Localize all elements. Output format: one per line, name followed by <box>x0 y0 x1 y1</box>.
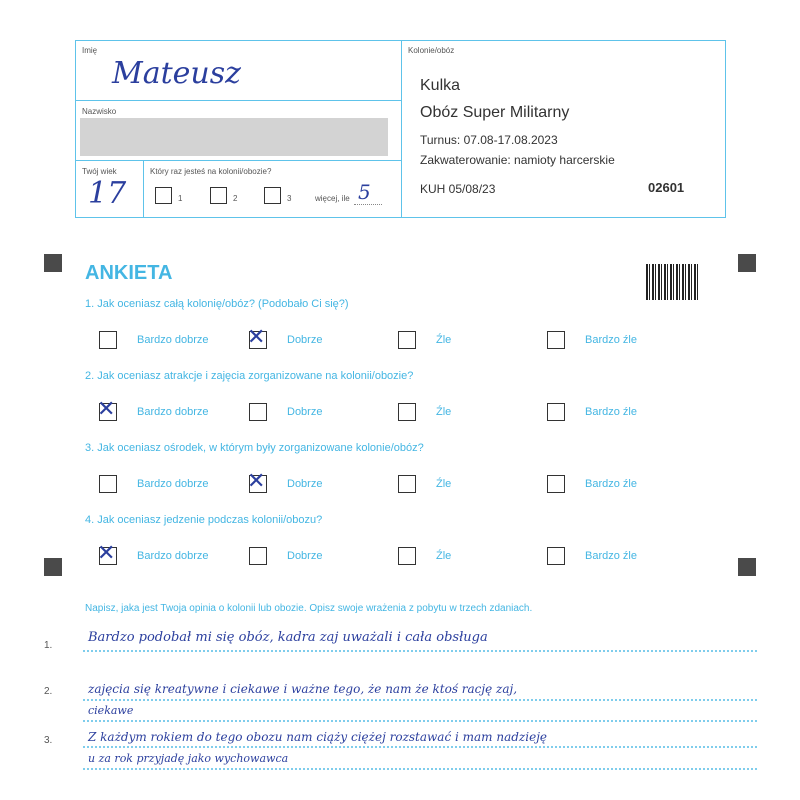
question-4-option-4-label: Bardzo źle <box>585 550 637 562</box>
barcode <box>646 264 700 300</box>
ktory-raz-label: Który raz jesteś na kolonii/obozie? <box>150 167 272 176</box>
answer-line-1 <box>83 650 757 652</box>
question-1-option-1-checkbox[interactable] <box>99 331 117 349</box>
question-3-option-3-checkbox[interactable] <box>398 475 416 493</box>
question-2-option-2-label: Dobrze <box>287 406 323 418</box>
check-mark-icon: ✕ <box>97 397 116 422</box>
answer-line-3b <box>83 768 757 770</box>
header-line-3 <box>143 160 144 218</box>
question-2-option-1-checkbox[interactable] <box>97 397 117 422</box>
imie-label: Imię <box>82 46 98 55</box>
wiecej-underline <box>354 204 382 205</box>
question-2-option-4-label: Bardzo źle <box>585 406 637 418</box>
nazwisko-label: Nazwisko <box>82 107 117 116</box>
form-number: 02601 <box>648 180 685 195</box>
question-2-text: 2. Jak oceniasz atrakcje i zajęcia zorganizowane na kolonii/obozie? <box>85 370 414 382</box>
check-mark-icon: ✕ <box>247 469 266 494</box>
times-option-3-label: 3 <box>287 194 292 203</box>
registration-marker-top-left <box>44 254 62 272</box>
question-4-option-2-label: Dobrze <box>287 550 323 562</box>
answer-line-3 <box>83 746 757 748</box>
registration-marker-top-right <box>738 254 756 272</box>
question-4-option-3-checkbox[interactable] <box>398 547 416 565</box>
question-1-text: 1. Jak oceniasz całą kolonię/obóz? (Podobało Ci się?) <box>85 298 349 310</box>
wiecej-value: 5 <box>358 180 371 204</box>
header-line-2 <box>75 160 401 161</box>
redacted-surname <box>80 118 388 156</box>
handwritten-line-3b: u za rok przyjadę jako wychowawca <box>88 752 289 765</box>
header-divider <box>401 40 402 218</box>
opinion-prompt: Napisz, jaka jest Twoja opinia o kolonii lub obozie. Opisz swoje wrażenia z pobytu w trzech zdaniach. <box>85 603 533 614</box>
question-1-option-2-checkbox[interactable] <box>247 325 267 350</box>
header-line-1 <box>75 100 401 101</box>
question-3-option-4-label: Bardzo źle <box>585 478 637 490</box>
answer-line-2 <box>83 699 757 701</box>
turnus: Turnus: 07.08-17.08.2023 <box>420 133 558 147</box>
answer-line-2b <box>83 720 757 722</box>
camp-name-2: Obóz Super Militarny <box>420 104 570 121</box>
check-mark-icon: ✕ <box>97 541 116 566</box>
question-3-option-1-label: Bardzo dobrze <box>137 478 209 490</box>
question-1-option-1-label: Bardzo dobrze <box>137 334 209 346</box>
imie-value: Mateusz <box>112 56 241 91</box>
question-3-option-4-checkbox[interactable] <box>547 475 565 493</box>
question-1-option-4-checkbox[interactable] <box>547 331 565 349</box>
question-1-option-3-checkbox[interactable] <box>398 331 416 349</box>
registration-marker-bottom-left <box>44 558 62 576</box>
handwritten-line-1: Bardzo podobał mi się obóz, kadra zaj uważali i cała obsługa <box>88 630 488 645</box>
question-1-option-4-label: Bardzo źle <box>585 334 637 346</box>
question-4-option-4-checkbox[interactable] <box>547 547 565 565</box>
kolonie-label: Kolonie/obóz <box>408 46 455 55</box>
survey-title: ANKIETA <box>85 262 173 284</box>
wiecej-label: więcej, ile <box>315 194 350 203</box>
question-1-option-3-label: Źle <box>436 334 452 346</box>
line-number-2: 2. <box>44 686 53 697</box>
question-1-option-2-label: Dobrze <box>287 334 323 346</box>
question-4-text: 4. Jak oceniasz jedzenie podczas kolonii/obozu? <box>85 514 323 526</box>
line-number-3: 3. <box>44 735 53 746</box>
question-2-option-2-checkbox[interactable] <box>249 403 267 421</box>
times-option-2-label: 2 <box>233 194 238 203</box>
question-4-option-2-checkbox[interactable] <box>249 547 267 565</box>
times-option-1-checkbox[interactable] <box>155 187 172 204</box>
question-4-option-3-label: Źle <box>436 550 452 562</box>
question-3-option-2-checkbox[interactable] <box>247 469 267 494</box>
camp-name-1: Kulka <box>420 77 461 94</box>
wiek-value: 17 <box>88 176 127 211</box>
handwritten-line-3a: Z każdym rokiem do tego obozu nam ciąży ciężej rozstawać i mam nadzieję <box>88 730 548 744</box>
question-2-option-4-checkbox[interactable] <box>547 403 565 421</box>
question-3-text: 3. Jak oceniasz ośrodek, w którym były zorganizowane kolonie/obóz? <box>85 442 424 454</box>
registration-marker-bottom-right <box>738 558 756 576</box>
zakwaterowanie: Zakwaterowanie: namioty harcerskie <box>420 153 615 167</box>
times-option-1-label: 1 <box>178 194 183 203</box>
wiek-label: Twój wiek <box>82 167 117 176</box>
times-option-3-checkbox[interactable] <box>264 187 281 204</box>
line-number-1: 1. <box>44 640 53 651</box>
times-option-2-checkbox[interactable] <box>210 187 227 204</box>
question-3-option-1-checkbox[interactable] <box>99 475 117 493</box>
check-mark-icon: ✕ <box>247 325 266 350</box>
question-2-option-3-label: Źle <box>436 406 452 418</box>
question-4-option-1-label: Bardzo dobrze <box>137 550 209 562</box>
question-3-option-3-label: Źle <box>436 478 452 490</box>
camp-code: KUH 05/08/23 <box>420 182 496 196</box>
question-2-option-3-checkbox[interactable] <box>398 403 416 421</box>
question-4-option-1-checkbox[interactable] <box>97 541 117 566</box>
question-3-option-2-label: Dobrze <box>287 478 323 490</box>
handwritten-line-2b: ciekawe <box>88 704 134 717</box>
question-2-option-1-label: Bardzo dobrze <box>137 406 209 418</box>
handwritten-line-2a: zajęcia się kreatywne i ciekawe i ważne tego, że nam że ktoś rację zaj, <box>88 682 518 696</box>
